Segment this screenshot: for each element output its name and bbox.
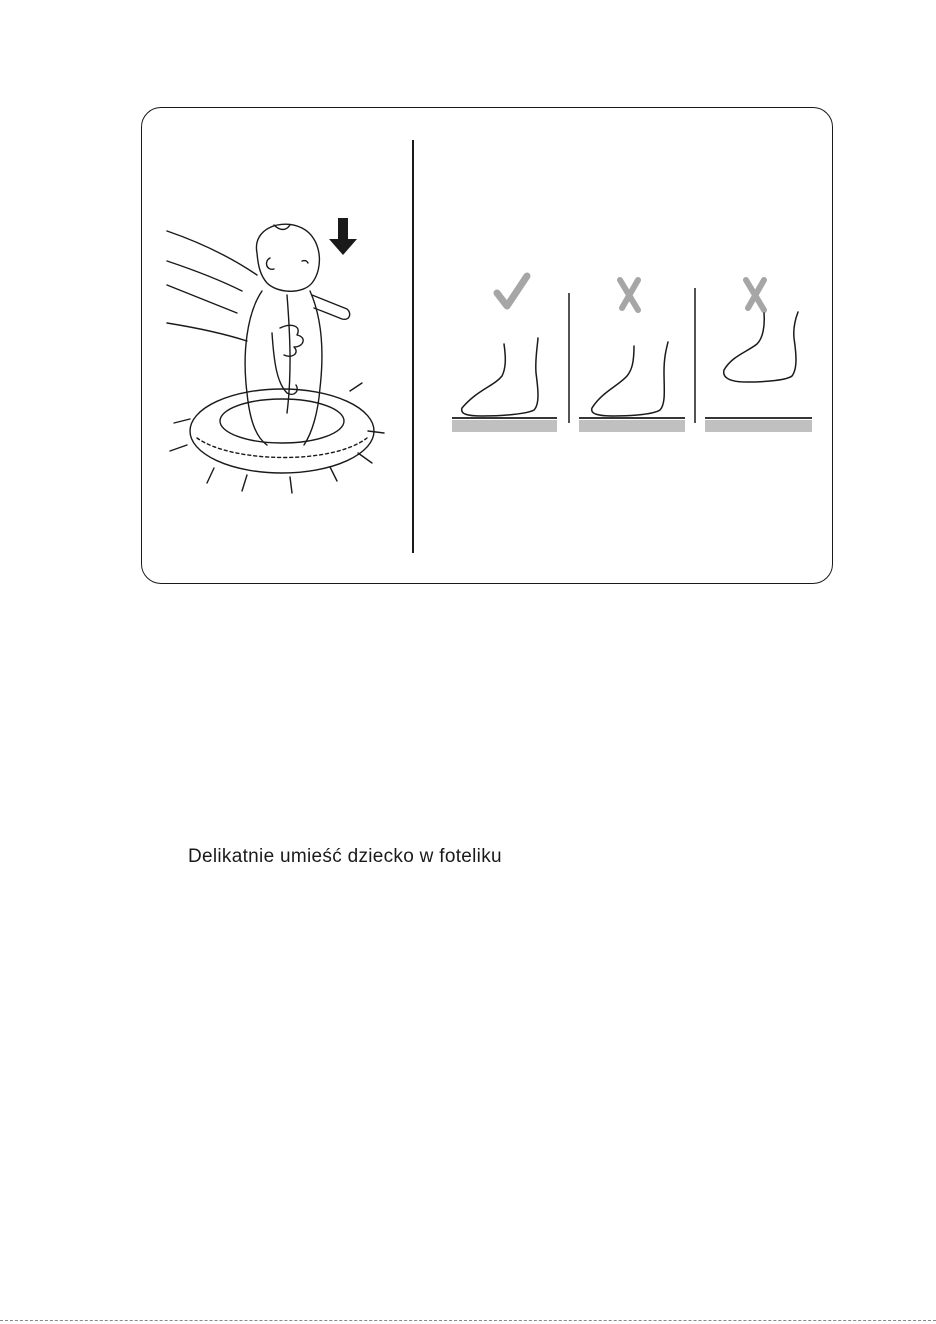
instruction-text: Delikatnie umieść dziecko w foteliku: [188, 846, 502, 867]
foot-dangling: [724, 312, 798, 382]
baby-placement-illustration: [162, 213, 387, 483]
panel-divider: [412, 140, 414, 553]
foot-position-correct: [452, 276, 557, 432]
foot-toes: [592, 342, 668, 416]
foot-flat: [462, 338, 538, 416]
baby-seat-ring-inner: [220, 399, 344, 443]
cross-icon: [746, 280, 764, 310]
page-bottom-rule: [0, 1320, 936, 1321]
baby-head: [256, 224, 319, 291]
floor-band: [452, 420, 557, 432]
illustration-panel: [141, 107, 833, 584]
adult-arm-lower: [167, 323, 247, 341]
baby-ear: [267, 258, 274, 269]
motion-line: [350, 383, 362, 391]
motion-line: [368, 431, 384, 433]
cross-icon: [620, 280, 638, 310]
adult-arm-line2: [167, 261, 242, 291]
floor-band: [705, 420, 812, 432]
motion-line: [358, 453, 372, 463]
baby-torso: [245, 291, 267, 445]
foot-position-toes: [579, 280, 685, 432]
motion-line: [242, 475, 247, 491]
down-arrow-icon: [329, 218, 357, 255]
baby-eye: [302, 261, 308, 263]
baby-seat-stitch: [197, 438, 367, 458]
motion-line: [174, 419, 190, 423]
adult-arm-line3: [167, 285, 237, 313]
adult-hand-fingers: [280, 325, 303, 356]
baby-torso-right: [304, 291, 322, 445]
floor-band: [579, 420, 685, 432]
baby-seat-ring-outer: [190, 389, 374, 473]
motion-line: [170, 445, 187, 451]
motion-line: [330, 467, 337, 481]
foot-position-illustration: [442, 258, 817, 433]
onesie-seam: [287, 295, 290, 413]
baby-arm-left: [272, 333, 297, 394]
foot-position-dangling: [705, 280, 812, 432]
check-icon: [497, 276, 527, 306]
motion-line: [290, 477, 292, 493]
adult-arm-upper: [167, 231, 257, 275]
motion-line: [207, 468, 214, 483]
